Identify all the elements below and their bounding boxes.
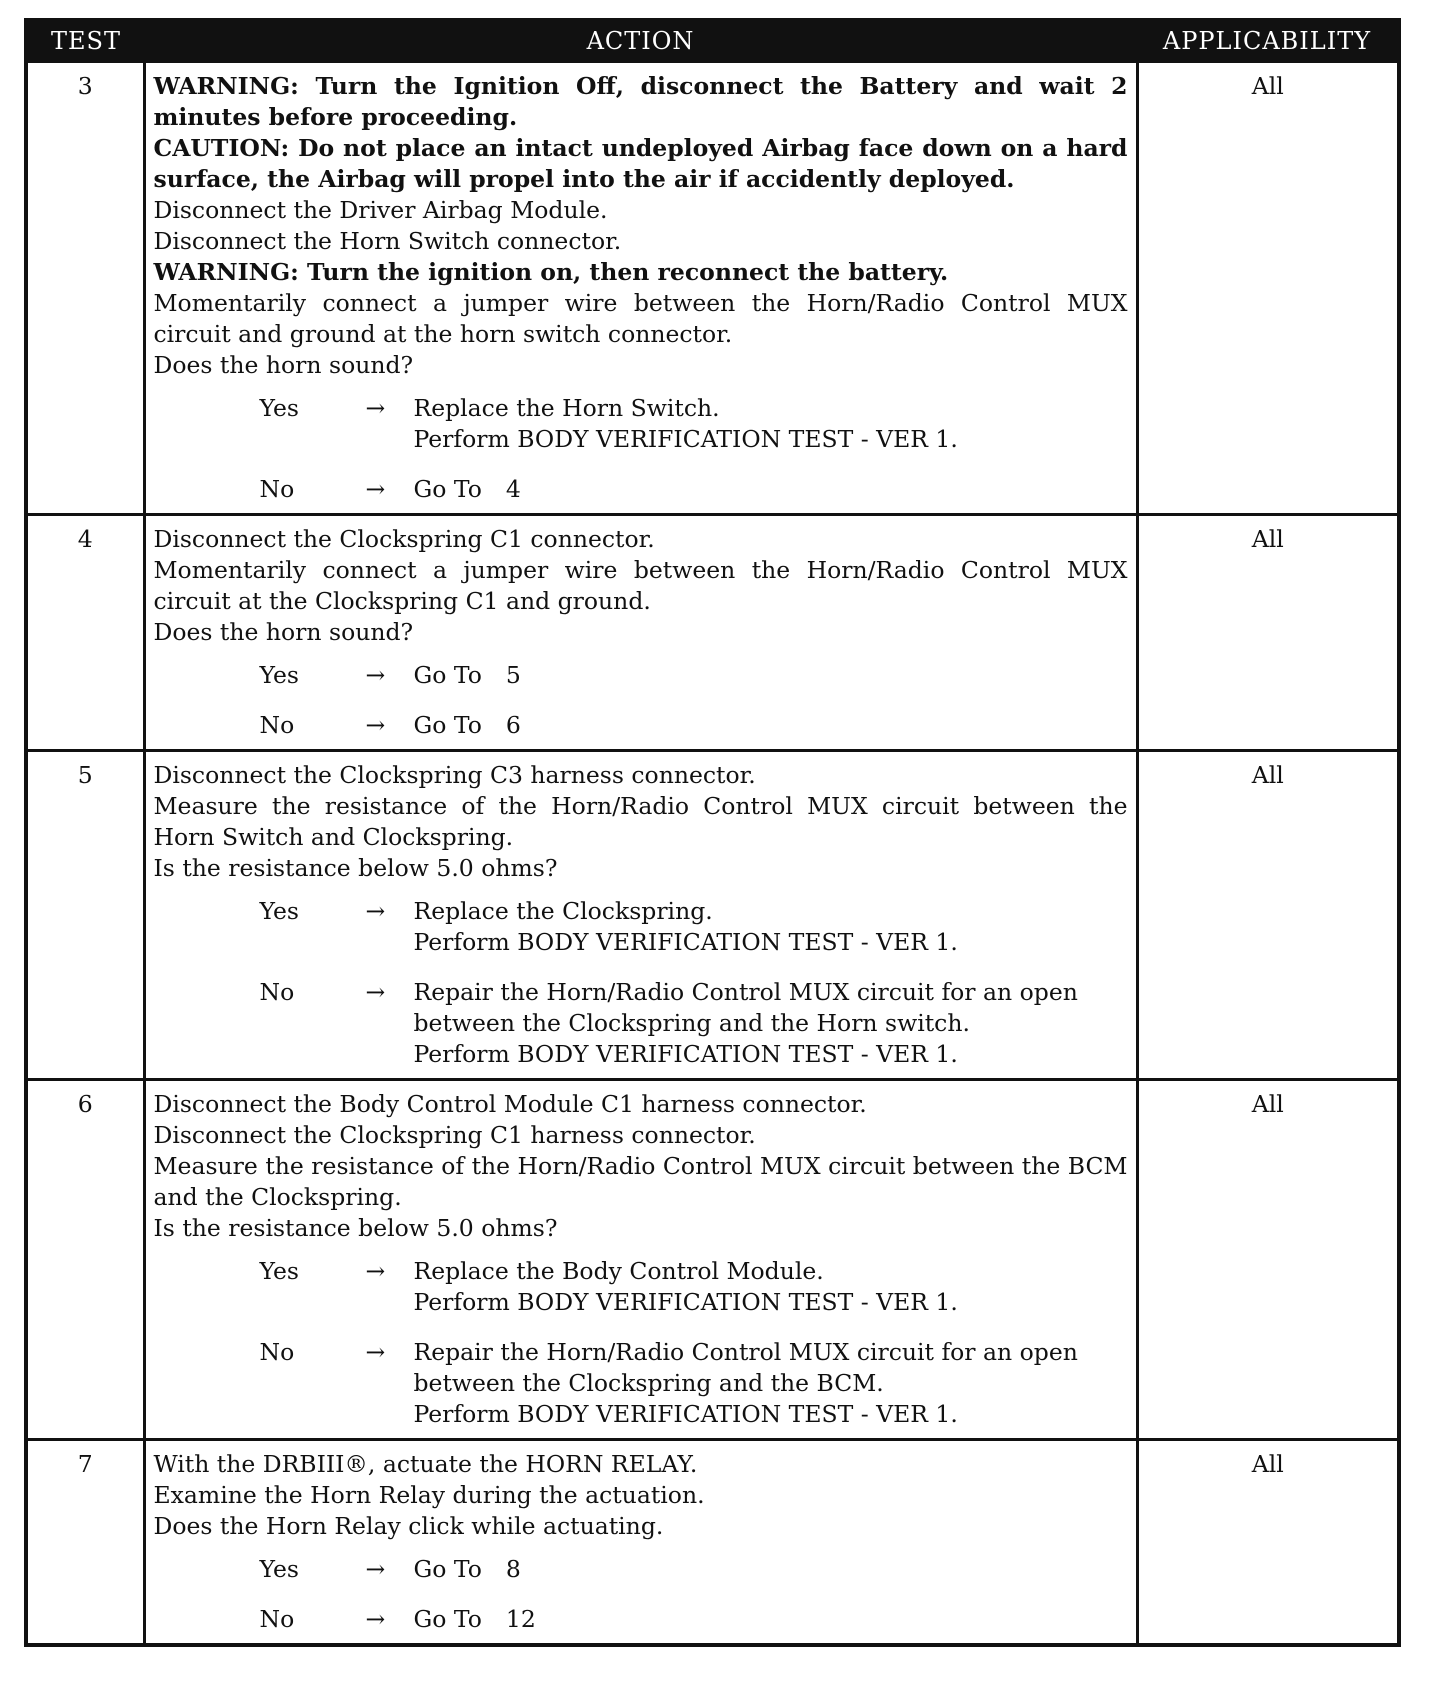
right-arrow-icon: → [365, 1555, 386, 1583]
right-arrow-icon: → [365, 897, 386, 925]
result-line: Perform BODY VERIFICATION TEST - VER 1. [413, 1288, 958, 1316]
answer-result [414, 1337, 1128, 1430]
table-header-row [26, 20, 1399, 62]
header-applicability: APPLICABILITY [1137, 20, 1399, 62]
instruction-text: With the DRBIII®, actuate the HORN RELAY. [153, 1450, 698, 1478]
answer-label: No [259, 1605, 295, 1633]
answer-result [414, 660, 1128, 691]
goto-label: Go To [413, 1555, 482, 1583]
applicability-cell: All [1137, 62, 1399, 515]
action-cell [144, 751, 1137, 1080]
goto-label: Go To [413, 661, 482, 689]
answer-no [260, 474, 1128, 505]
answer-label: Yes [259, 897, 299, 925]
right-arrow-icon: → [365, 475, 386, 503]
instruction-text: Does the horn sound? [153, 618, 414, 646]
diagnostic-test-table [24, 18, 1401, 1647]
table-row [26, 515, 1399, 751]
goto-test-number: 6 [505, 711, 521, 739]
result-line: Replace the Horn Switch. [413, 394, 720, 422]
result-line: Perform BODY VERIFICATION TEST - VER 1. [413, 928, 958, 956]
action-cell [144, 1080, 1137, 1440]
table-body [26, 62, 1399, 1646]
goto-label: Go To [413, 1605, 482, 1633]
answer-label: Yes [259, 1257, 299, 1285]
instruction-text: Disconnect the Horn Switch connector. [153, 227, 622, 255]
right-arrow-icon: → [365, 1338, 386, 1366]
result-line: Replace the Body Control Module. [413, 1257, 824, 1285]
table-row [26, 751, 1399, 1080]
answer-label: Yes [259, 394, 299, 422]
warning-text: WARNING: Turn the ignition on, then reconnect the battery. [153, 258, 949, 286]
answer-yes [260, 393, 1128, 455]
goto-test-number: 4 [505, 475, 521, 503]
goto-test-number: 8 [505, 1555, 521, 1583]
answer-yes [260, 1256, 1128, 1318]
action-cell [144, 1440, 1137, 1646]
warning-text: CAUTION: Do not place an intact undeployed Airbag face down on a hard surface, the Airbag will propel into the air if accidently deployed. [153, 134, 1128, 193]
right-arrow-icon: → [365, 711, 386, 739]
warning-text: WARNING: Turn the Ignition Off, disconnect the Battery and wait 2 minutes before proceeding. [153, 72, 1128, 131]
instruction-text: Does the horn sound? [153, 351, 414, 379]
answer-result [414, 1256, 1128, 1318]
answer-result [414, 474, 1128, 505]
answer-result [414, 1554, 1128, 1585]
instruction-text: Disconnect the Clockspring C3 harness connector. [153, 761, 756, 789]
answer-label: No [259, 978, 295, 1006]
instruction-text: Measure the resistance of the Horn/Radio Control MUX circuit between the Horn Switch and Clockspring. [153, 792, 1128, 851]
action-cell [144, 515, 1137, 751]
test-number: 5 [26, 751, 144, 1080]
applicability-cell: All [1137, 1080, 1399, 1440]
instruction-text: Disconnect the Body Control Module C1 harness connector. [153, 1090, 867, 1118]
header-action: ACTION [144, 20, 1137, 62]
right-arrow-icon: → [365, 394, 386, 422]
right-arrow-icon: → [365, 1257, 386, 1285]
applicability-cell: All [1137, 751, 1399, 1080]
answer-result [414, 1604, 1128, 1635]
goto-test-number: 5 [505, 661, 521, 689]
instruction-text: Examine the Horn Relay during the actuation. [153, 1481, 705, 1509]
instruction-text: Momentarily connect a jumper wire between the Horn/Radio Control MUX circuit and ground at the horn switch connector. [153, 289, 1128, 348]
instruction-text: Is the resistance below 5.0 ohms? [153, 1214, 558, 1242]
answer-yes [260, 1554, 1128, 1585]
answer-result [414, 393, 1128, 455]
answer-label: Yes [259, 1555, 299, 1583]
answer-list [154, 1256, 1128, 1430]
table-row [26, 1440, 1399, 1646]
answer-result [414, 710, 1128, 741]
applicability-cell: All [1137, 515, 1399, 751]
result-line: Perform BODY VERIFICATION TEST - VER 1. [413, 1040, 958, 1068]
instruction-text: Disconnect the Driver Airbag Module. [153, 196, 608, 224]
answer-label: No [259, 475, 295, 503]
answer-list [154, 660, 1128, 741]
action-cell [144, 62, 1137, 515]
answer-list [154, 896, 1128, 1070]
answer-label: No [259, 1338, 295, 1366]
test-number: 7 [26, 1440, 144, 1646]
instruction-text: Disconnect the Clockspring C1 connector. [153, 525, 655, 553]
answer-list [154, 393, 1128, 505]
instruction-text: Momentarily connect a jumper wire between the Horn/Radio Control MUX circuit at the Clockspring C1 and ground. [153, 556, 1128, 615]
result-line: Perform BODY VERIFICATION TEST - VER 1. [413, 425, 958, 453]
test-number: 6 [26, 1080, 144, 1440]
right-arrow-icon: → [365, 1605, 386, 1633]
table-row [26, 1080, 1399, 1440]
applicability-cell: All [1137, 1440, 1399, 1646]
answer-result [414, 977, 1128, 1070]
right-arrow-icon: → [365, 978, 386, 1006]
answer-no [260, 1604, 1128, 1635]
instruction-text: Disconnect the Clockspring C1 harness connector. [153, 1121, 756, 1149]
header-test: TEST [26, 20, 144, 62]
goto-label: Go To [413, 711, 482, 739]
answer-no [260, 1337, 1128, 1430]
result-line: Replace the Clockspring. [413, 897, 713, 925]
test-number: 3 [26, 62, 144, 515]
instruction-text: Is the resistance below 5.0 ohms? [153, 854, 558, 882]
answer-label: Yes [259, 661, 299, 689]
result-line: Perform BODY VERIFICATION TEST - VER 1. [413, 1400, 958, 1428]
result-line: Repair the Horn/Radio Control MUX circuit for an open between the Clockspring and the Horn switch. [413, 978, 1078, 1037]
goto-test-number: 12 [505, 1605, 536, 1633]
answer-no [260, 977, 1128, 1070]
answer-list [154, 1554, 1128, 1635]
answer-no [260, 710, 1128, 741]
goto-label: Go To [413, 475, 482, 503]
result-line: Repair the Horn/Radio Control MUX circuit for an open between the Clockspring and the BCM. [413, 1338, 1078, 1397]
instruction-text: Measure the resistance of the Horn/Radio Control MUX circuit between the BCM and the Clockspring. [153, 1152, 1128, 1211]
answer-label: No [259, 711, 295, 739]
right-arrow-icon: → [365, 661, 386, 689]
test-number: 4 [26, 515, 144, 751]
table-row [26, 62, 1399, 515]
answer-yes [260, 896, 1128, 958]
answer-result [414, 896, 1128, 958]
instruction-text: Does the Horn Relay click while actuating. [153, 1512, 664, 1540]
answer-yes [260, 660, 1128, 691]
